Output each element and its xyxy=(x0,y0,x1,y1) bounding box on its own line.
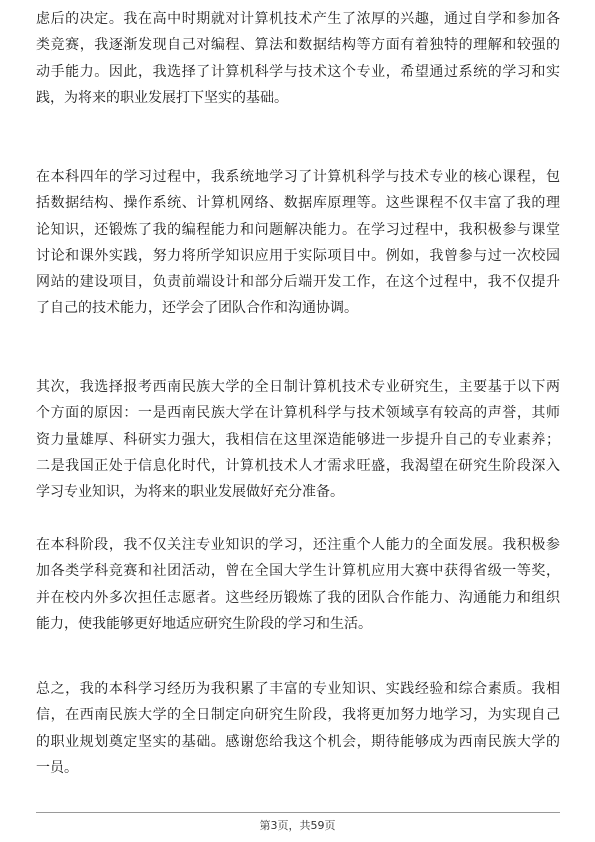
paragraph-4 xyxy=(36,532,560,637)
text-line: 在本科阶段，我不仅关注专业知识的学习，还注重个人能力的全面发展。我积极参 xyxy=(36,537,560,553)
text-line: 的职业规划奠定坚实的基础。感谢您给我这个机会，期待能够成为西南民族大学的 xyxy=(36,733,560,750)
text-line: 践，为将来的职业发展打下坚实的基础。 xyxy=(36,89,288,106)
paragraph-3 xyxy=(36,374,560,505)
paragraph-1 xyxy=(36,6,560,111)
text-line: 信，在西南民族大学的全日制定向研究生阶段，我将更加努力地学习，为实现自己 xyxy=(36,707,560,724)
text-line: 一员。 xyxy=(36,759,78,776)
text-line: 资力量雄厚、科研实力强大，我相信在这里深造能够进一步提升自己的专业素养； xyxy=(36,431,560,448)
text-line: 个方面的原因：一是西南民族大学在计算机科学与技术领域享有较高的声誉，其师 xyxy=(36,405,560,422)
text-line: 论知识，还锻炼了我的编程能力和问题解决能力。在学习过程中，我积极参与课堂 xyxy=(36,221,560,238)
text-line: 二是我国正处于信息化时代，计算机技术人才需求旺盛，我渴望在研究生阶段深入 xyxy=(36,457,560,474)
text-line: 虑后的决定。我在高中时期就对计算机技术产生了浓厚的兴趣，通过自学和参加各 xyxy=(36,11,560,27)
text-line: 学习专业知识，为将来的职业发展做好充分准备。 xyxy=(36,484,344,501)
text-line: 类竞赛，我逐渐发现自己对编程、算法和数据结构等方面有着独特的理解和较强的 xyxy=(36,37,560,54)
text-line: 讨论和课外实践，努力将所学知识应用于实际项目中。例如，我曾参与过一次校园 xyxy=(36,247,560,264)
paragraph-2 xyxy=(36,164,560,322)
text-line: 括数据结构、操作系统、计算机网络、数据库原理等。这些课程不仅丰富了我的理 xyxy=(36,195,560,212)
text-line: 总之，我的本科学习经历为我积累了丰富的专业知识、实践经验和综合素质。我相 xyxy=(36,681,560,697)
text-line: 动手能力。因此，我选择了计算机科学与技术这个专业，希望通过系统的学习和实 xyxy=(36,63,560,80)
text-line: 能力，使我能够更好地适应研究生阶段的学习和生活。 xyxy=(36,615,372,632)
page-number: 第3页，共59页 xyxy=(259,819,336,832)
text-line: 在本科四年的学习过程中，我系统地学习了计算机科学与技术专业的核心课程，包 xyxy=(36,169,560,185)
footer-divider xyxy=(36,812,560,813)
text-line: 网站的建设项目，负责前端设计和部分后端开发工作，在这个过程中，我不仅提升 xyxy=(36,274,560,291)
text-line: 并在校内外多次担任志愿者。这些经历锻炼了我的团队合作能力、沟通能力和组织 xyxy=(36,589,560,606)
text-line: 加各类学科竞赛和社团活动，曾在全国大学生计算机应用大赛中获得省级一等奖， xyxy=(36,563,560,580)
text-line: 了自己的技术能力，还学会了团队合作和沟通协调。 xyxy=(36,300,358,317)
text-line: 其次，我选择报考西南民族大学的全日制计算机技术专业研究生，主要基于以下两 xyxy=(36,379,560,395)
paragraph-5 xyxy=(36,676,560,781)
